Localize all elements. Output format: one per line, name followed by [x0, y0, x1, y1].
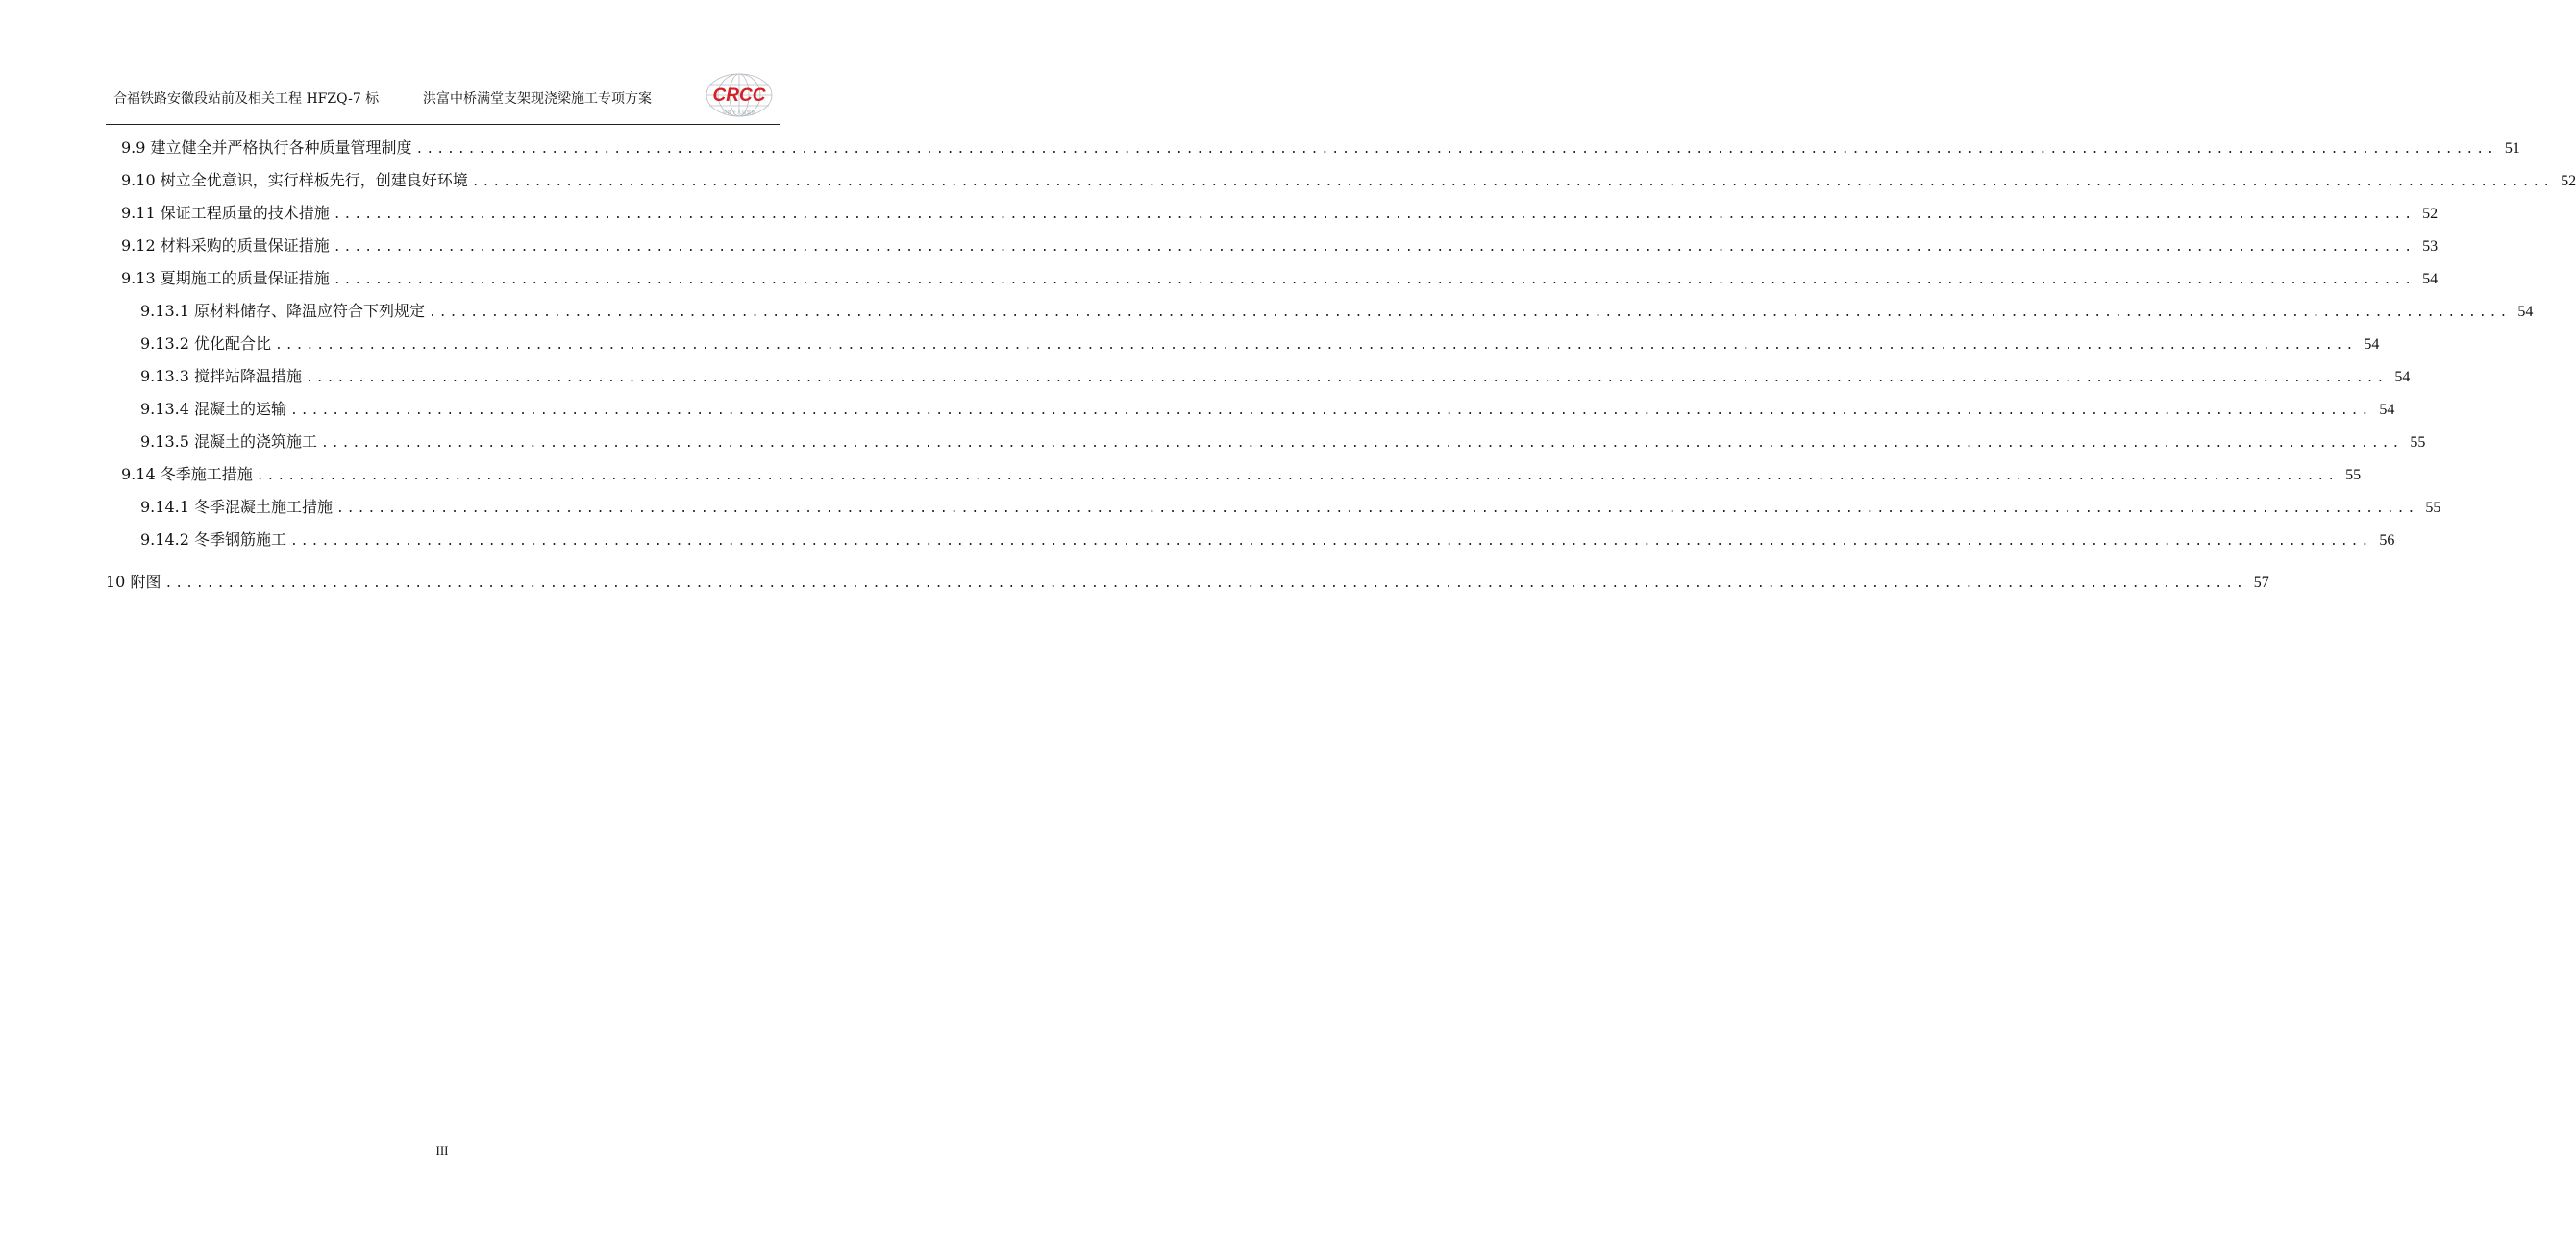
toc-entry-page: 56: [2379, 532, 2395, 549]
crcc-logo-icon: [698, 69, 780, 123]
toc-entry-label: 10 附图: [106, 573, 161, 591]
toc-dot-leader: ........................................................................................................................................................................................................: [289, 404, 2372, 418]
toc-entry[interactable]: [121, 267, 2439, 290]
toc-entry-label: 9.9 建立健全并严格执行各种质量管理制度: [121, 138, 412, 157]
toc-entry-page: 57: [2253, 575, 2269, 591]
page-number: III: [435, 1143, 449, 1158]
toc-dot-leader: ........................................................................................................................................................................................................: [471, 175, 2554, 189]
toc-entry-label: 9.11 保证工程质量的技术措施: [121, 204, 330, 222]
toc-entry-page: 54: [2379, 402, 2395, 418]
toc-dot-leader: ........................................................................................................................................................................................................: [289, 534, 2372, 549]
header-project-title: 合福铁路安徽段站前及相关工程 HFZQ-7 标: [113, 91, 380, 107]
toc-dot-leader: ........................................................................................................................................................................................................: [415, 142, 2497, 157]
toc-entry[interactable]: [140, 365, 2411, 388]
page-header: [106, 0, 780, 127]
toc-entry-label: 9.14.1 冬季混凝土施工措施: [140, 498, 333, 516]
svg-text:中铁十八局集团: 中铁十八局集团: [722, 110, 756, 116]
toc-entry-page: 54: [2422, 271, 2439, 287]
toc-entry-label: 9.13.1 原材料储存、降温应符合下列规定: [140, 302, 425, 320]
toc-entry-label: 9.13.3 搅拌站降温措施: [140, 367, 302, 385]
toc-dot-leader: ........................................................................................................................................................................................................: [274, 338, 2357, 353]
toc-entry-label: 9.10 树立全优意识，实行样板先行，创建良好环境: [121, 171, 468, 189]
toc-entry-page: 55: [2425, 500, 2441, 516]
toc-entry[interactable]: [140, 430, 2426, 454]
toc-entry-label: 9.13.5 混凝土的浇筑施工: [140, 432, 317, 451]
toc-entry-label: 9.13 夏期施工的质量保证措施: [121, 269, 330, 287]
toc-dot-leader: ........................................................................................................................................................................................................: [320, 436, 2403, 451]
header-document-title: 洪富中桥满堂支架现浇梁施工专项方案: [423, 91, 652, 107]
toc-entry-label: 9.14 冬季施工措施: [121, 465, 253, 483]
toc-entry-page: 53: [2422, 238, 2439, 255]
toc-dot-leader: ........................................................................................................................................................................................................: [333, 208, 2415, 222]
toc-entry[interactable]: [140, 300, 2534, 323]
toc-entry-page: 55: [2410, 434, 2426, 451]
toc-dot-leader: ........................................................................................................................................................................................................: [335, 502, 2418, 516]
toc-entry[interactable]: [140, 398, 2395, 421]
toc-dot-leader: ........................................................................................................................................................................................................: [333, 273, 2415, 287]
toc-entry[interactable]: [140, 528, 2395, 552]
toc-dot-leader: ........................................................................................................................................................................................................: [164, 576, 2246, 591]
toc-entry-page: 52: [2561, 173, 2576, 189]
svg-text:CRCC: CRCC: [712, 86, 766, 106]
toc-entry[interactable]: [121, 136, 2520, 159]
toc-entry-label: 9.14.2 冬季钢筋施工: [140, 530, 286, 549]
header-rule: [106, 124, 780, 125]
toc-dot-leader: ........................................................................................................................................................................................................: [305, 371, 2388, 385]
toc-entry[interactable]: [140, 496, 2441, 519]
toc-entry-page: 54: [2394, 369, 2411, 385]
toc-entry-label: 9.12 材料采购的质量保证措施: [121, 236, 330, 255]
toc-entry-page: 54: [2517, 304, 2534, 320]
toc-entry[interactable]: [121, 234, 2439, 258]
toc-entry[interactable]: [121, 169, 2576, 192]
toc-dot-leader: ........................................................................................................................................................................................................: [428, 306, 2511, 320]
toc-entry[interactable]: [106, 571, 2269, 594]
toc-dot-leader: ........................................................................................................................................................................................................: [333, 240, 2415, 255]
toc-entry[interactable]: [140, 332, 2380, 356]
toc-entry[interactable]: [121, 202, 2439, 225]
toc-entry-page: 55: [2345, 467, 2362, 483]
toc-entry-page: 54: [2364, 336, 2380, 353]
toc-entry-page: 52: [2422, 206, 2439, 222]
toc-entry[interactable]: [121, 463, 2362, 486]
toc-dot-leader: ........................................................................................................................................................................................................: [256, 469, 2339, 483]
toc-entry-label: 9.13.4 混凝土的运输: [140, 400, 286, 418]
toc-entry-page: 51: [2504, 140, 2520, 157]
toc-entry-label: 9.13.2 优化配合比: [140, 334, 271, 353]
